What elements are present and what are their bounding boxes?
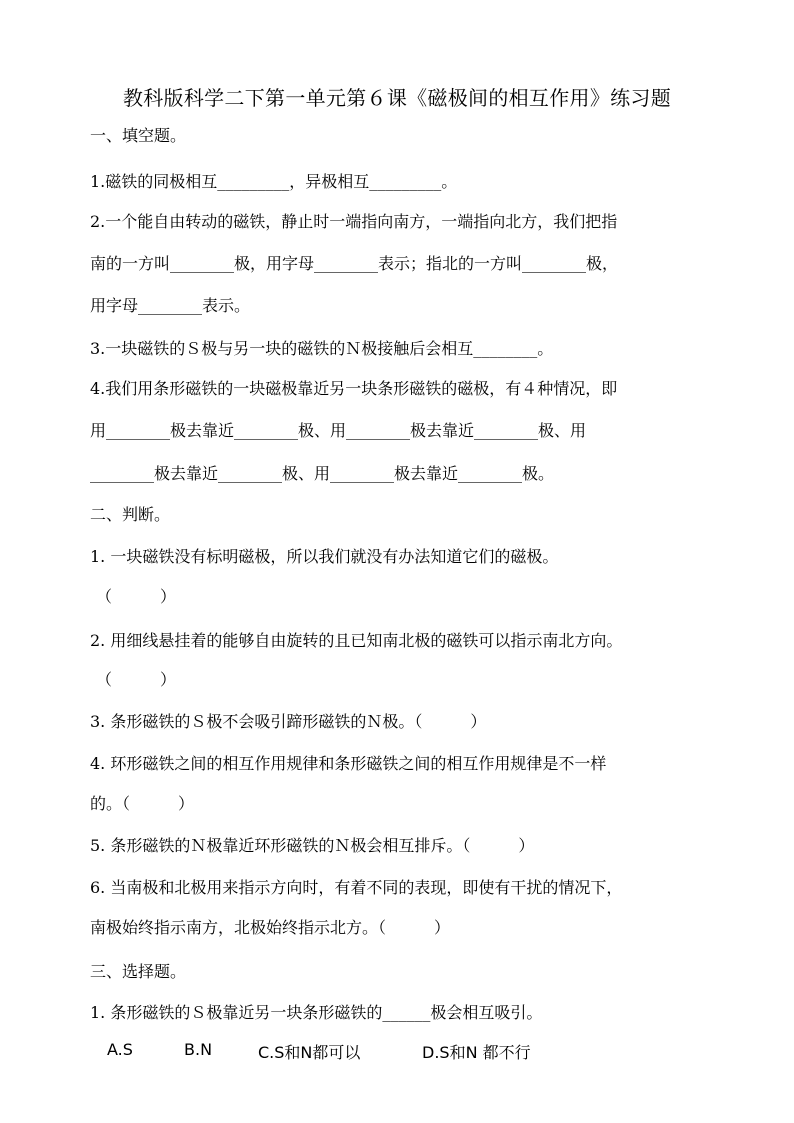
section-heading-judge: 二、判断。 — [90, 505, 171, 524]
judge-line-3: 3. 条形磁铁的Ｓ极不会吸引蹄形磁铁的Ｎ极。（ ） — [90, 712, 487, 731]
option-c: C.S和N都可以 — [258, 1043, 361, 1062]
fill-line-6: 4.我们用条形磁铁的一块磁极靠近另一块条形磁铁的磁极，有４种情况，即 — [90, 379, 618, 398]
worksheet-title: 教科版科学二下第一单元第６课《磁极间的相互作用》练习题 — [122, 86, 672, 110]
judge-line-6-cont: 南极始终指示南方，北极始终指示北方。（ ） — [90, 918, 451, 937]
section-heading-fill: 一、填空题。 — [90, 126, 187, 145]
judge-answer-1: （ ） — [96, 587, 177, 606]
fill-line-8: ________极去靠近________极、用________极去靠近________极。 — [90, 464, 555, 483]
fill-line-3: 南的一方叫________极，用字母________表示；指北的一方叫________极， — [90, 254, 619, 273]
fill-line-7: 用________极去靠近________极、用________极去靠近________极、用 — [90, 421, 587, 440]
fill-line-2: 2.一个能自由转动的磁铁，静止时一端指向南方，一端指向北方，我们把指 — [90, 212, 618, 231]
judge-line-2: 2. 用细线悬挂着的能够自由旋转的且已知南北极的磁铁可以指示南北方向。 — [90, 631, 623, 650]
section-heading-choice: 三、选择题。 — [90, 962, 187, 981]
fill-line-4: 用字母________表示。 — [90, 296, 251, 315]
judge-answer-2: （ ） — [96, 670, 177, 689]
option-a: A.S — [107, 1040, 133, 1059]
fill-line-5: 3.一块磁铁的Ｓ极与另一块的磁铁的Ｎ极接触后会相互________。 — [90, 339, 554, 358]
judge-line-4-cont: 的。（ ） — [90, 794, 195, 813]
option-d: D.S和N 都不行 — [422, 1043, 531, 1062]
judge-line-5: 5. 条形磁铁的Ｎ极靠近环形磁铁的Ｎ极会相互排斥。（ ） — [90, 836, 535, 855]
judge-line-1: 1. 一块磁铁没有标明磁极，所以我们就没有办法知道它们的磁极。 — [90, 547, 559, 566]
option-b: B.N — [184, 1040, 213, 1059]
fill-line-1: 1.磁铁的同极相互_________，异极相互_________。 — [90, 172, 458, 191]
judge-line-4: 4. 环形磁铁之间的相互作用规律和条形磁铁之间的相互作用规律是不一样 — [90, 754, 607, 773]
judge-line-6: 6. 当南极和北极用来指示方向时，有着不同的表现，即使有干扰的情况下， — [90, 878, 623, 897]
choice-line-1: 1. 条形磁铁的Ｓ极靠近另一块条形磁铁的______极会相互吸引。 — [90, 1003, 543, 1022]
